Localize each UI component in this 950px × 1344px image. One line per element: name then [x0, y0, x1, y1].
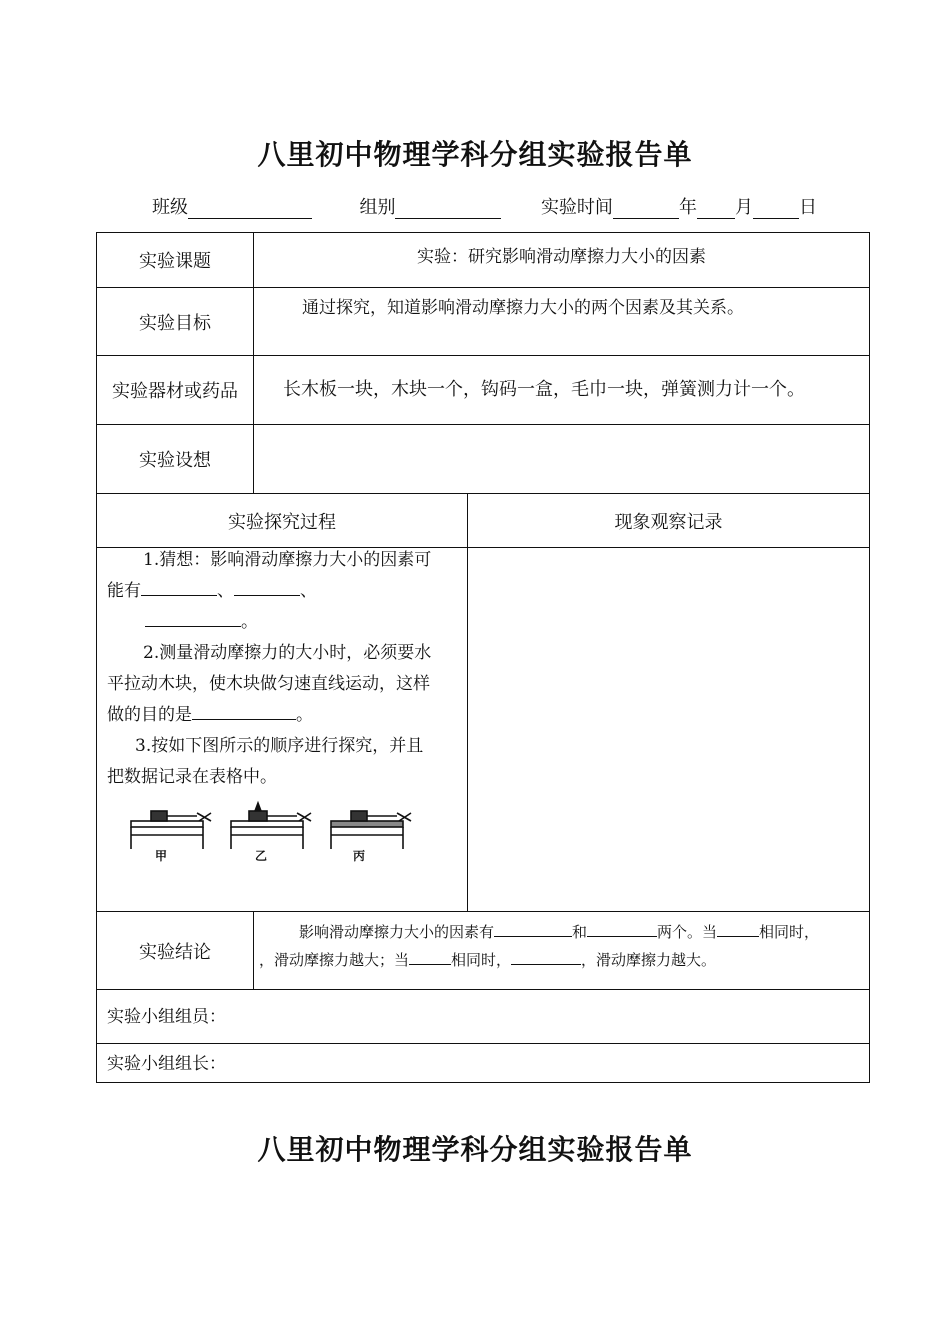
factor-blank-2[interactable] — [234, 577, 300, 596]
process-p2b: 平拉动木块，使木块做匀速直线运动，这样 — [107, 674, 430, 694]
end-2: 。 — [296, 705, 313, 725]
conclusion-line1 — [259, 918, 865, 946]
class-label: 班级 — [152, 197, 188, 218]
topic-value: 实验：研究影响滑动摩擦力大小的因素 — [417, 246, 706, 267]
members-label: 实验小组组员： — [107, 1007, 226, 1027]
month-label: 月 — [734, 197, 753, 218]
p1b-text: 能有 — [107, 581, 141, 601]
class-field[interactable] — [188, 198, 312, 219]
process-p2c — [107, 700, 463, 731]
c7: ，滑动摩擦力越大。 — [581, 951, 717, 969]
purpose-blank[interactable] — [192, 701, 296, 720]
process-header: 实验探究过程 — [228, 511, 336, 533]
fig-label-jia: 甲 — [155, 849, 168, 863]
process-p3a: 3.按如下图所示的顺序进行探究，并且 — [135, 736, 424, 756]
factor-blank-1[interactable] — [141, 577, 217, 596]
conclusion-blank-4[interactable] — [409, 946, 451, 965]
c6: 相同时， — [451, 951, 512, 969]
equip-label: 实验器材或药品 — [112, 381, 238, 402]
conclusion-blank-1[interactable] — [494, 918, 572, 937]
equip-value: 长木板一块，木块一个，钩码一盒，毛巾一块，弹簧测力计一个。 — [283, 379, 805, 400]
time-label: 实验时间 — [540, 197, 613, 218]
day-field[interactable] — [753, 198, 799, 219]
process-p2a: 2.测量滑动摩擦力的大小时，必须要水 — [143, 643, 432, 663]
group-field[interactable] — [395, 198, 501, 219]
setup-yi — [231, 803, 311, 849]
process-p3b: 把数据记录在表格中。 — [107, 767, 277, 787]
year-label: 年 — [678, 197, 697, 218]
c1: 影响滑动摩擦力大小的因素有 — [299, 923, 495, 941]
leader-label: 实验小组组长： — [107, 1054, 226, 1074]
conclusion-blank-5[interactable] — [511, 946, 581, 965]
row-divider — [97, 989, 869, 990]
year-field[interactable] — [613, 198, 679, 219]
goal-value: 通过探究，知道影响滑动摩擦力大小的两个因素及其关系。 — [302, 298, 744, 318]
process-p1a: 1.猜想：影响滑动摩擦力大小的因素可 — [143, 550, 432, 570]
c4: 相同时， — [759, 923, 820, 941]
setup-jia — [131, 811, 211, 849]
conclusion-blank-3[interactable] — [717, 918, 759, 937]
month-field[interactable] — [697, 198, 735, 219]
goal-label: 实验目标 — [139, 312, 211, 334]
end-1: 。 — [241, 612, 258, 632]
process-p1b — [107, 576, 463, 607]
page-title: 八里初中物理学科分组实验报告单 — [257, 138, 693, 171]
p2c-text: 做的目的是 — [107, 705, 192, 725]
sep-2: 、 — [300, 581, 317, 601]
c3: 两个。当 — [657, 923, 718, 941]
conclusion-line2 — [259, 946, 865, 974]
conclusion-blank-2[interactable] — [587, 918, 657, 937]
sep-1: 、 — [217, 581, 234, 601]
fig-label-bing: 丙 — [353, 849, 366, 863]
setup-bing — [331, 811, 411, 849]
group-label: 组别 — [359, 197, 396, 218]
conclusion-label: 实验结论 — [139, 941, 211, 963]
fig-label-yi: 乙 — [255, 849, 268, 863]
hypothesis-field[interactable] — [254, 425, 869, 493]
conclusion-content — [259, 918, 865, 974]
observe-header: 现象观察记录 — [614, 511, 723, 533]
hypothesis-label: 实验设想 — [139, 450, 211, 471]
topic-label: 实验课题 — [139, 251, 211, 272]
process-line3 — [107, 607, 463, 638]
c5: ，滑动摩擦力越大；当 — [259, 951, 410, 969]
process-content — [107, 545, 463, 793]
day-label: 日 — [798, 197, 817, 218]
experiment-figure — [127, 799, 427, 871]
c2: 和 — [572, 923, 588, 941]
page-title-repeat: 八里初中物理学科分组实验报告单 — [257, 1133, 693, 1166]
row-divider — [97, 1043, 869, 1044]
factor-blank-3[interactable] — [145, 608, 241, 627]
col-divider — [253, 911, 254, 989]
observation-field[interactable] — [468, 548, 869, 911]
report-table — [96, 232, 870, 1083]
header-fields — [152, 193, 817, 219]
